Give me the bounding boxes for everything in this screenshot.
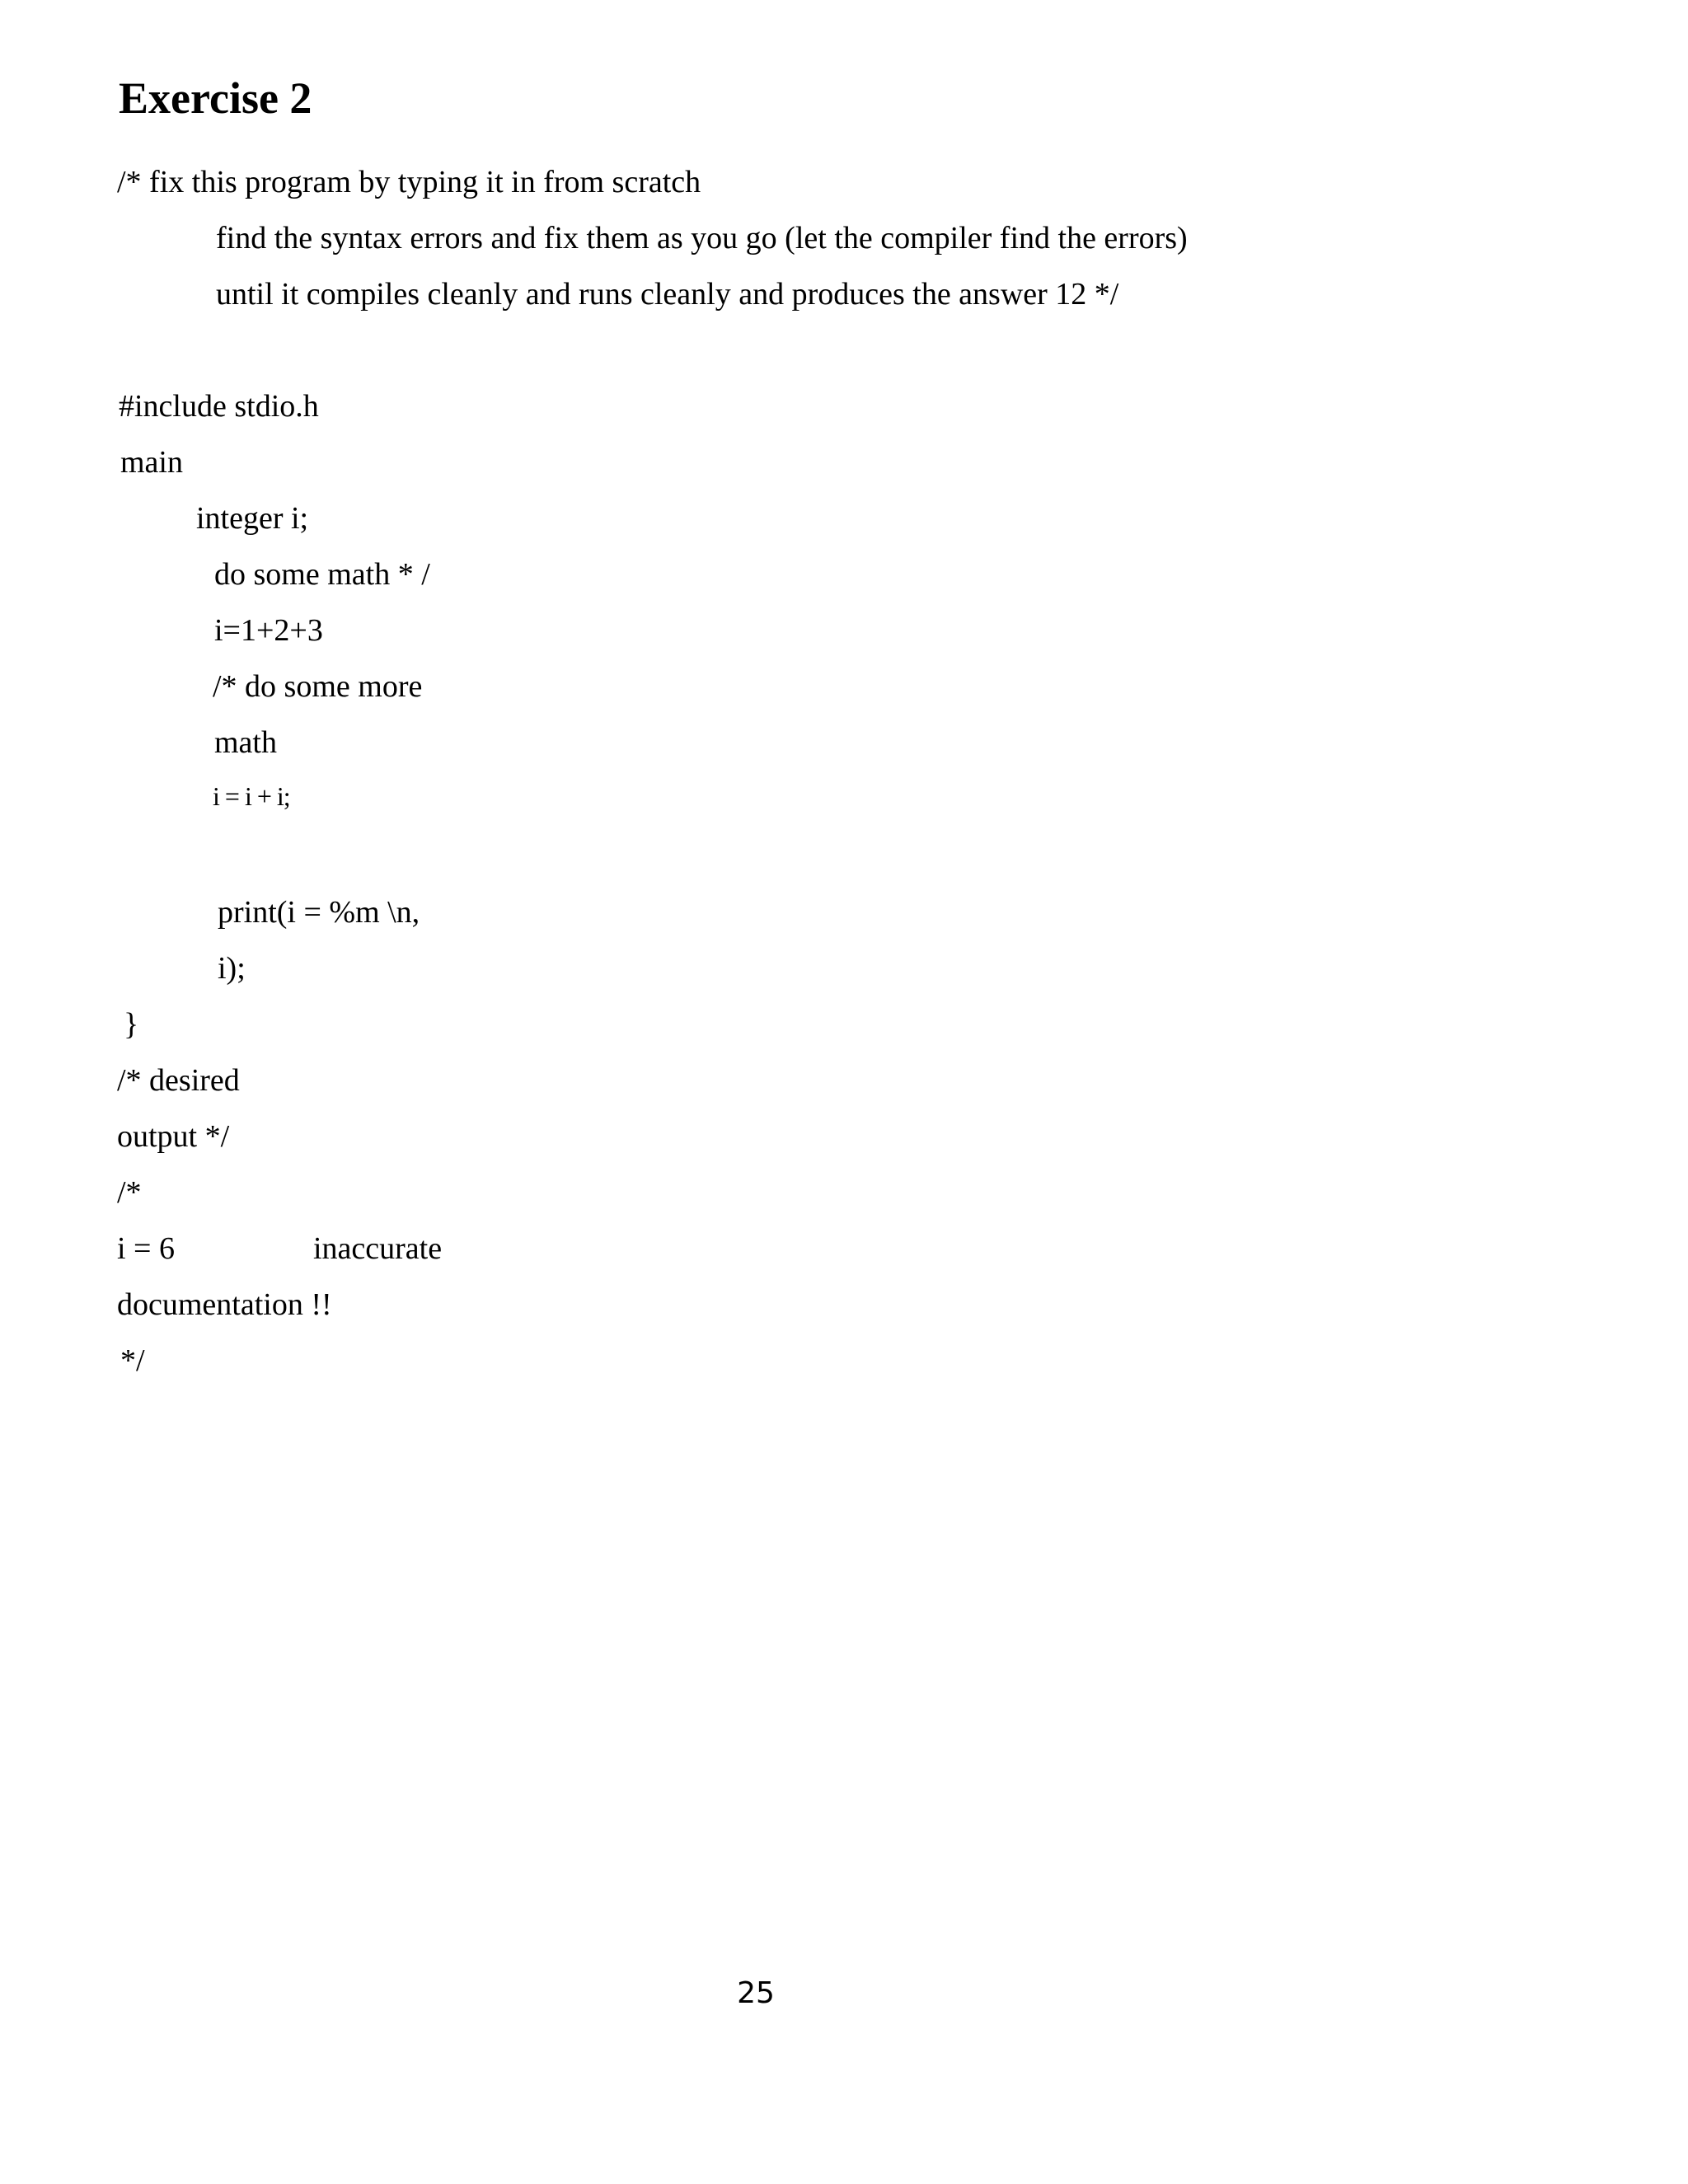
output-line-4-value: i = 6	[117, 1231, 175, 1266]
code-include: #include stdio.h	[119, 389, 319, 424]
output-line-5: documentation !!	[117, 1287, 332, 1322]
output-line-2: output */	[117, 1119, 230, 1154]
page-number: 25	[737, 1976, 775, 2010]
output-line-4-note: inaccurate	[313, 1231, 443, 1266]
intro-line-2: find the syntax errors and fix them as you go (let the compiler find the errors)	[216, 221, 1188, 255]
code-comment-2a: /* do some more	[213, 669, 423, 704]
exercise-heading: Exercise 2	[119, 73, 312, 123]
code-comment-2b: math	[214, 725, 277, 760]
intro-line-3: until it compiles cleanly and runs cleanly and produces the answer 12 */	[216, 277, 1119, 312]
output-line-1: /* desired	[117, 1063, 240, 1098]
code-close-brace: }	[124, 1007, 139, 1042]
intro-line-1: /* fix this program by typing it in from scratch	[117, 165, 701, 199]
code-main: main	[120, 445, 183, 480]
code-assign-1: i=1+2+3	[214, 613, 323, 648]
code-comment-1: do some math * /	[214, 557, 430, 592]
code-print-2: i);	[218, 951, 246, 986]
code-print-1: print(i = %m \n,	[218, 895, 420, 930]
code-declaration: integer i;	[196, 501, 309, 536]
output-line-3: /*	[117, 1175, 142, 1210]
code-assign-2: i = i + i;	[213, 781, 290, 811]
output-line-6: */	[120, 1343, 145, 1378]
